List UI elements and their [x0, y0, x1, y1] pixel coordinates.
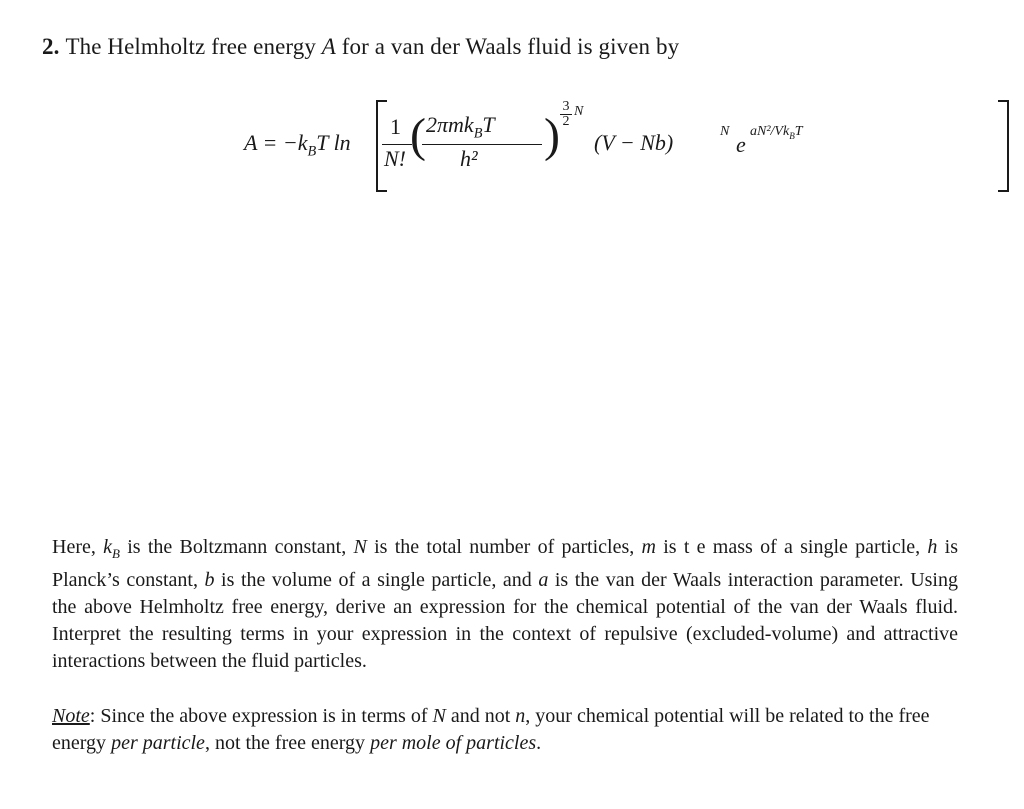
title-text-pre: The Helmholtz free energy [65, 34, 322, 59]
left-paren: ( [410, 109, 426, 162]
exponent-variable: N [574, 104, 584, 119]
fraction-two-denominator: h² [460, 146, 478, 171]
fraction-two-bar [422, 144, 542, 145]
fraction-one-numerator: 1 [390, 114, 401, 139]
note-label: Note [52, 705, 90, 727]
fraction-one-bar [382, 144, 412, 145]
right-paren: ) [544, 109, 560, 162]
fraction-two-numerator: 2πmk$_B$T [426, 112, 495, 142]
equation-lhs: $A = -k_BT$ ln [244, 130, 351, 160]
excluded-volume-term: (V − Nb) [594, 130, 674, 155]
right-bracket [998, 100, 1009, 192]
title-variable: A [321, 34, 336, 59]
title-text-post: for a van der Waals fluid is given by [335, 34, 680, 59]
note-paragraph: Note: Since the above expression is in terms of N and not n, your chemical potential will be related to the free energy per particle, not the free energy per mole of particles. [52, 705, 930, 754]
fraction-one-denominator: N! [384, 146, 406, 171]
per-particle-emphasis: per particle [111, 732, 205, 754]
problem-title [42, 34, 679, 60]
per-mole-emphasis: per mole of particles [370, 732, 537, 754]
excluded-volume-exponent: N [720, 124, 730, 139]
helmholtz-equation [238, 96, 803, 196]
problem-description: Here, $k_B$ is the Boltzmann constant, N is the total number of particles, m is t e mass of a single particle, h is Planck’s constant, b is the volume of a single particle, and a is the van der Waals interaction parameter. Using the above Helmholtz free energy, derive an expression for the chemical potential of the van der Waals fluid. Interpret the resulting terms in your expression in the context of repulsive (excluded-volume) and attractive interactions between the fluid particles. [52, 536, 959, 672]
exponential-exponent: aN²/$Vk_BT$ [750, 124, 803, 141]
problem-number: 2. [42, 34, 60, 59]
exponent-fraction: 3 2 [560, 100, 572, 129]
exponential-base: e [736, 132, 746, 157]
